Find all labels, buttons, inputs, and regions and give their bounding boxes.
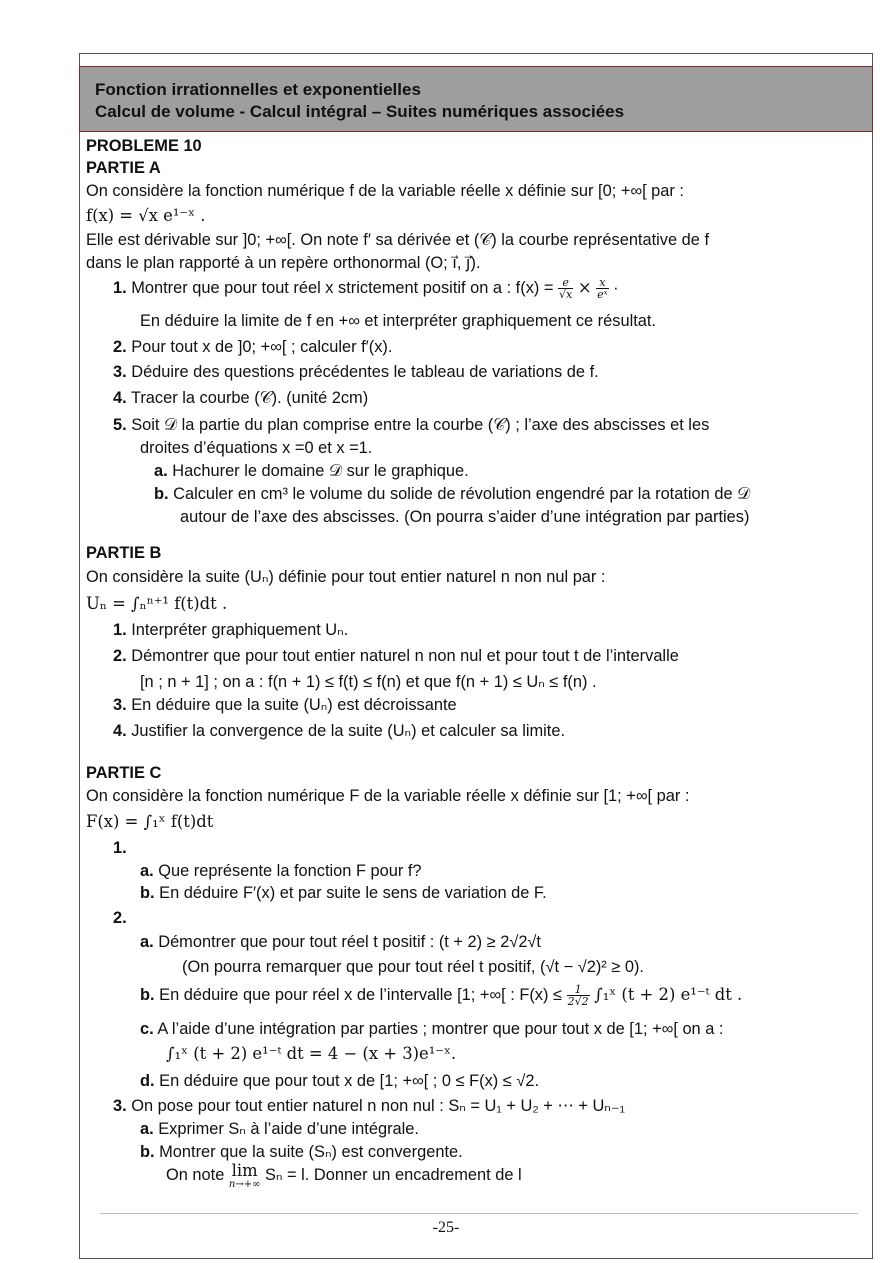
part-a-question-4: 4. Tracer la courbe (𝒞). (unité 2cm): [113, 389, 369, 407]
part-c-question-3: 3. On pose pour tout entier naturel n non nul : Sₙ = U₁ + U₂ + ⋯ + Uₙ₋₁: [113, 1097, 626, 1115]
question-number: 1.: [113, 279, 127, 297]
end-dot: ·: [613, 279, 619, 297]
chapter-title: Fonction irrationnelles et exponentielles: [95, 80, 421, 99]
part-c-question-1: 1.: [113, 839, 127, 857]
part-c-question-1b: b. En déduire F′(x) et par suite le sens de variation de F.: [140, 884, 547, 902]
part-c-question-2d: d. En déduire que pour tout x de [1; +∞[ ; 0 ≤ F(x) ≤ √2.: [140, 1072, 540, 1090]
part-a-intro-4: dans le plan rapporté à un repère orthonormal (O; i⃗, j⃗).: [86, 254, 481, 272]
part-a-question-5b: b. Calculer en cm³ le volume du solide de révolution engendré par la rotation de 𝒟: [154, 485, 751, 503]
fraction-x-over-ex: $\frac{x}{\text{eˣ}}$: [597, 276, 608, 302]
part-c-question-3a: a. Exprimer Sₙ à l’aide d’une intégrale.: [140, 1120, 419, 1138]
page-number: -25-: [432, 1219, 460, 1236]
part-b-question-3: 3. En déduire que la suite (Uₙ) est décroissante: [113, 696, 457, 714]
limit-notation: lim n→+∞: [228, 1161, 261, 1190]
part-b-question-4: 4. Justifier la convergence de la suite (Uₙ) et calculer sa limite.: [113, 722, 566, 740]
part-b-sequence-def: Uₙ = ∫ₙⁿ⁺¹ f(t)dt .: [86, 594, 228, 613]
chapter-subtitle: Calcul de volume - Calcul intégral – Suites numériques associées: [95, 102, 625, 121]
part-c-question-2a-hint: (On pourra remarquer que pour tout réel t positif, (√t − √2)² ≥ 0).: [182, 958, 644, 976]
part-a-question-5b-cont: autour de l’axe des abscisses. (On pourra s’aider d’une intégration par parties): [180, 508, 750, 526]
part-a-question-5: 5. Soit 𝒟 la partie du plan comprise entre la courbe (𝒞) ; l’axe des abscisses et les: [113, 416, 710, 434]
part-a-function-def: f(x) = √x e¹⁻ˣ .: [86, 206, 206, 225]
part-c-function-def: F(x) = ∫₁ˣ f(t)dt: [86, 812, 214, 831]
part-c-question-2a: a. Démontrer que pour tout réel t positif : (t + 2) ≥ 2√2√t: [140, 933, 541, 951]
part-a-question-5a: a. Hachurer le domaine 𝒟 sur le graphique.: [154, 462, 469, 480]
footer-rule: [100, 1213, 858, 1214]
part-b-question-1: 1. Interpréter graphiquement Uₙ.: [113, 621, 349, 639]
part-a-title: PARTIE A: [86, 159, 161, 177]
part-a-question-2: 2. Pour tout x de ]0; +∞[ ; calculer f′(x).: [113, 338, 393, 356]
fraction-1-over-2sqrt2: $\frac{1}{2√2}$: [567, 983, 589, 1009]
times-sign: ×: [577, 278, 592, 297]
part-c-question-3b: b. Montrer que la suite (Sₙ) est convergente.: [140, 1143, 463, 1161]
fraction-e-over-sqrt-x: $\frac{e}{√x}$: [559, 276, 573, 302]
part-a-intro-1: On considère la fonction numérique f de la variable réelle x définie sur [0; +∞[ par :: [86, 182, 684, 200]
part-c-question-3c: On note lim n→+∞ Sₙ = l. Donner un encadrement de l: [166, 1161, 522, 1190]
chapter-header: [79, 66, 873, 132]
part-c-question-2b: b. En déduire que pour réel x de l’intervalle [1; +∞[ : F(x) ≤ $\frac{1}{2√2}$ ∫₁ˣ (t + 2) e¹⁻ᵗ dt .: [140, 983, 743, 1009]
part-a-question-1-b: En déduire la limite de f en +∞ et interpréter graphiquement ce résultat.: [140, 312, 656, 330]
part-b-intro-1: On considère la suite (Uₙ) définie pour tout entier naturel n non nul par :: [86, 568, 606, 586]
part-c-question-2c: c. A l’aide d’une intégration par parties ; montrer que pour tout x de [1; +∞[ on a :: [140, 1020, 724, 1038]
part-c-title: PARTIE C: [86, 764, 162, 782]
part-b-question-2: 2. Démontrer que pour tout entier naturel n non nul et pour tout t de l’intervalle: [113, 647, 679, 665]
part-c-question-1a: a. Que représente la fonction F pour f?: [140, 862, 422, 880]
part-a-question-1: [113, 277, 619, 300]
problem-title: PROBLEME 10: [86, 137, 202, 155]
part-a-question-3: 3. Déduire des questions précédentes le tableau de variations de f.: [113, 363, 599, 381]
part-c-intro-1: On considère la fonction numérique F de la variable réelle x définie sur [1; +∞[ par :: [86, 787, 690, 805]
question-text: Montrer que pour tout réel x strictement positif on a : f(x) =: [131, 279, 554, 297]
part-a-question-5-cont: droites d’équations x =0 et x =1.: [140, 439, 373, 457]
part-b-question-2-cont: [n ; n + 1] ; on a : f(n + 1) ≤ f(t) ≤ f(n) et que f(n + 1) ≤ Uₙ ≤ f(n) .: [140, 673, 597, 691]
part-b-title: PARTIE B: [86, 544, 162, 562]
part-c-question-2c-formula: ∫₁ˣ (t + 2) e¹⁻ᵗ dt = 4 − (x + 3)e¹⁻ˣ.: [166, 1044, 457, 1063]
part-c-question-2: 2.: [113, 909, 127, 927]
part-a-intro-3: Elle est dérivable sur ]0; +∞[. On note f′ sa dérivée et (𝒞) la courbe représentative de f: [86, 231, 710, 249]
